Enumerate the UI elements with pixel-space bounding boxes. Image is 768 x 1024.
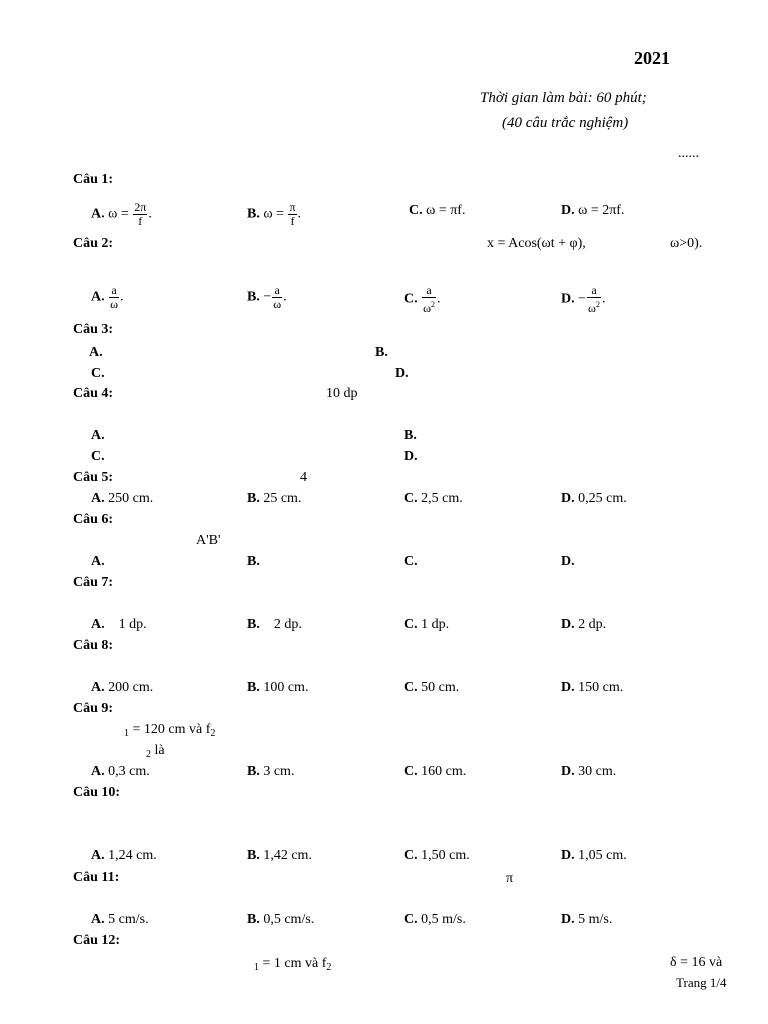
q2-c-fraction: $\frac{a}{\omega^2}$ [423,283,436,315]
q6-option-d: D. [561,554,575,569]
q9-line-2: $_2$ là [146,743,165,760]
q8-option-b: B. 100 cm. [247,680,309,695]
q2-option-b: B. − $\frac{a}{\omega}$ . [247,283,287,311]
q9-option-b: B. 3 cm. [247,764,295,779]
q2-option-a: A. $\frac{a}{\omega}$ . [91,283,124,311]
q11-option-d: D. 5 m/s. [561,912,613,927]
q6-text: A'B' [196,533,221,548]
q4-option-b: B. [404,428,417,443]
q11-option-c: C. 0,5 m/s. [404,912,466,927]
q1-option-c: C. ω = πf. [409,203,466,218]
q5-option-a: A. 250 cm. [91,491,154,506]
q4-option-c: C. [91,449,105,464]
q6-option-c: C. [404,554,418,569]
q7-option-b: B. 2 dp. [247,617,302,632]
question-7-label: Câu 7: [73,575,114,590]
q12-line-1: $_1$ = 1 cm và $f_2$ [254,956,332,973]
q8-option-a: A. 200 cm. [91,680,154,695]
q2-a-fraction: $\frac{a}{\omega}$ [110,283,119,311]
q5-option-c: C. 2,5 cm. [404,491,463,506]
question-count-label: (40 câu trắc nghiệm) [502,115,629,131]
exam-year: 2021 [634,48,670,68]
question-1-label: Câu 1: [73,172,114,187]
question-12-label: Câu 12: [73,933,121,948]
q5-option-d: D. 0,25 cm. [561,491,627,506]
q7-option-d: D. 2 dp. [561,617,607,632]
q5-option-b: B. 25 cm. [247,491,302,506]
q1-option-a: A. ω = $\frac{2\pi}{f}$ . [91,200,152,228]
q9-option-d: D. 30 cm. [561,764,617,779]
q7-option-c: C. 1 dp. [404,617,450,632]
q2-formula: x = Acos(ωt + φ), [487,236,586,251]
q4-text: 10 dp [326,386,358,401]
q3-option-b: B. [375,345,388,360]
q11-text: π [506,871,514,886]
q1-a-fraction: $\frac{2\pi}{f}$ [134,200,147,228]
page-number: Trang 1/4 [676,975,727,990]
q3-option-d: D. [395,366,409,381]
q3-option-c: C. [91,366,105,381]
q10-option-b: B. 1,42 cm. [247,848,312,863]
question-9-label: Câu 9: [73,701,114,716]
q9-option-a: A. 0,3 cm. [91,764,150,779]
header-dots: ...... [678,146,699,161]
q4-option-a: A. [91,428,105,443]
q2-option-d: D. − $\frac{a}{\omega^2}$ . [561,283,606,315]
q8-option-c: C. 50 cm. [404,680,460,695]
question-8-label: Câu 8: [73,638,114,653]
q1-option-b: B. ω = $\frac{\pi}{f}$ . [247,200,302,228]
q8-option-d: D. 150 cm. [561,680,624,695]
question-4-label: Câu 4: [73,386,114,401]
q10-option-a: A. 1,24 cm. [91,848,157,863]
q10-option-c: C. 1,50 cm. [404,848,470,863]
question-3-label: Câu 3: [73,322,114,337]
q9-line-1: $_1$ = 120 cm và $f_2$ [124,722,216,739]
q1-b-fraction: $\frac{\pi}{f}$ [289,200,296,228]
q7-option-a: A. 1 dp. [91,617,147,632]
q2-option-c: C. $\frac{a}{\omega^2}$ . [404,283,441,315]
q2-d-fraction: $\frac{a}{\omega^2}$ [588,283,600,315]
question-10-label: Câu 10: [73,785,121,800]
q12-extra: δ = 16 và [670,955,723,970]
q1-option-d: D. ω = 2πf. [561,203,625,218]
q3-option-a: A. [89,345,103,360]
question-11-label: Câu 11: [73,870,120,885]
q6-option-a: A. [91,554,105,569]
q4-option-d: D. [404,449,418,464]
q11-option-a: A. 5 cm/s. [91,912,149,927]
question-6-label: Câu 6: [73,512,114,527]
q2-b-fraction: $\frac{a}{\omega}$ [273,283,282,311]
q5-text: 4 [300,470,307,485]
q9-option-c: C. 160 cm. [404,764,467,779]
q6-option-b: B. [247,554,260,569]
q10-option-d: D. 1,05 cm. [561,848,627,863]
time-label: Thời gian làm bài: 60 phút; [480,90,647,106]
question-2-label: Câu 2: [73,236,114,251]
q2-extra: ω>0). [670,236,703,251]
question-5-label: Câu 5: [73,470,114,485]
q11-option-b: B. 0,5 cm/s. [247,912,315,927]
